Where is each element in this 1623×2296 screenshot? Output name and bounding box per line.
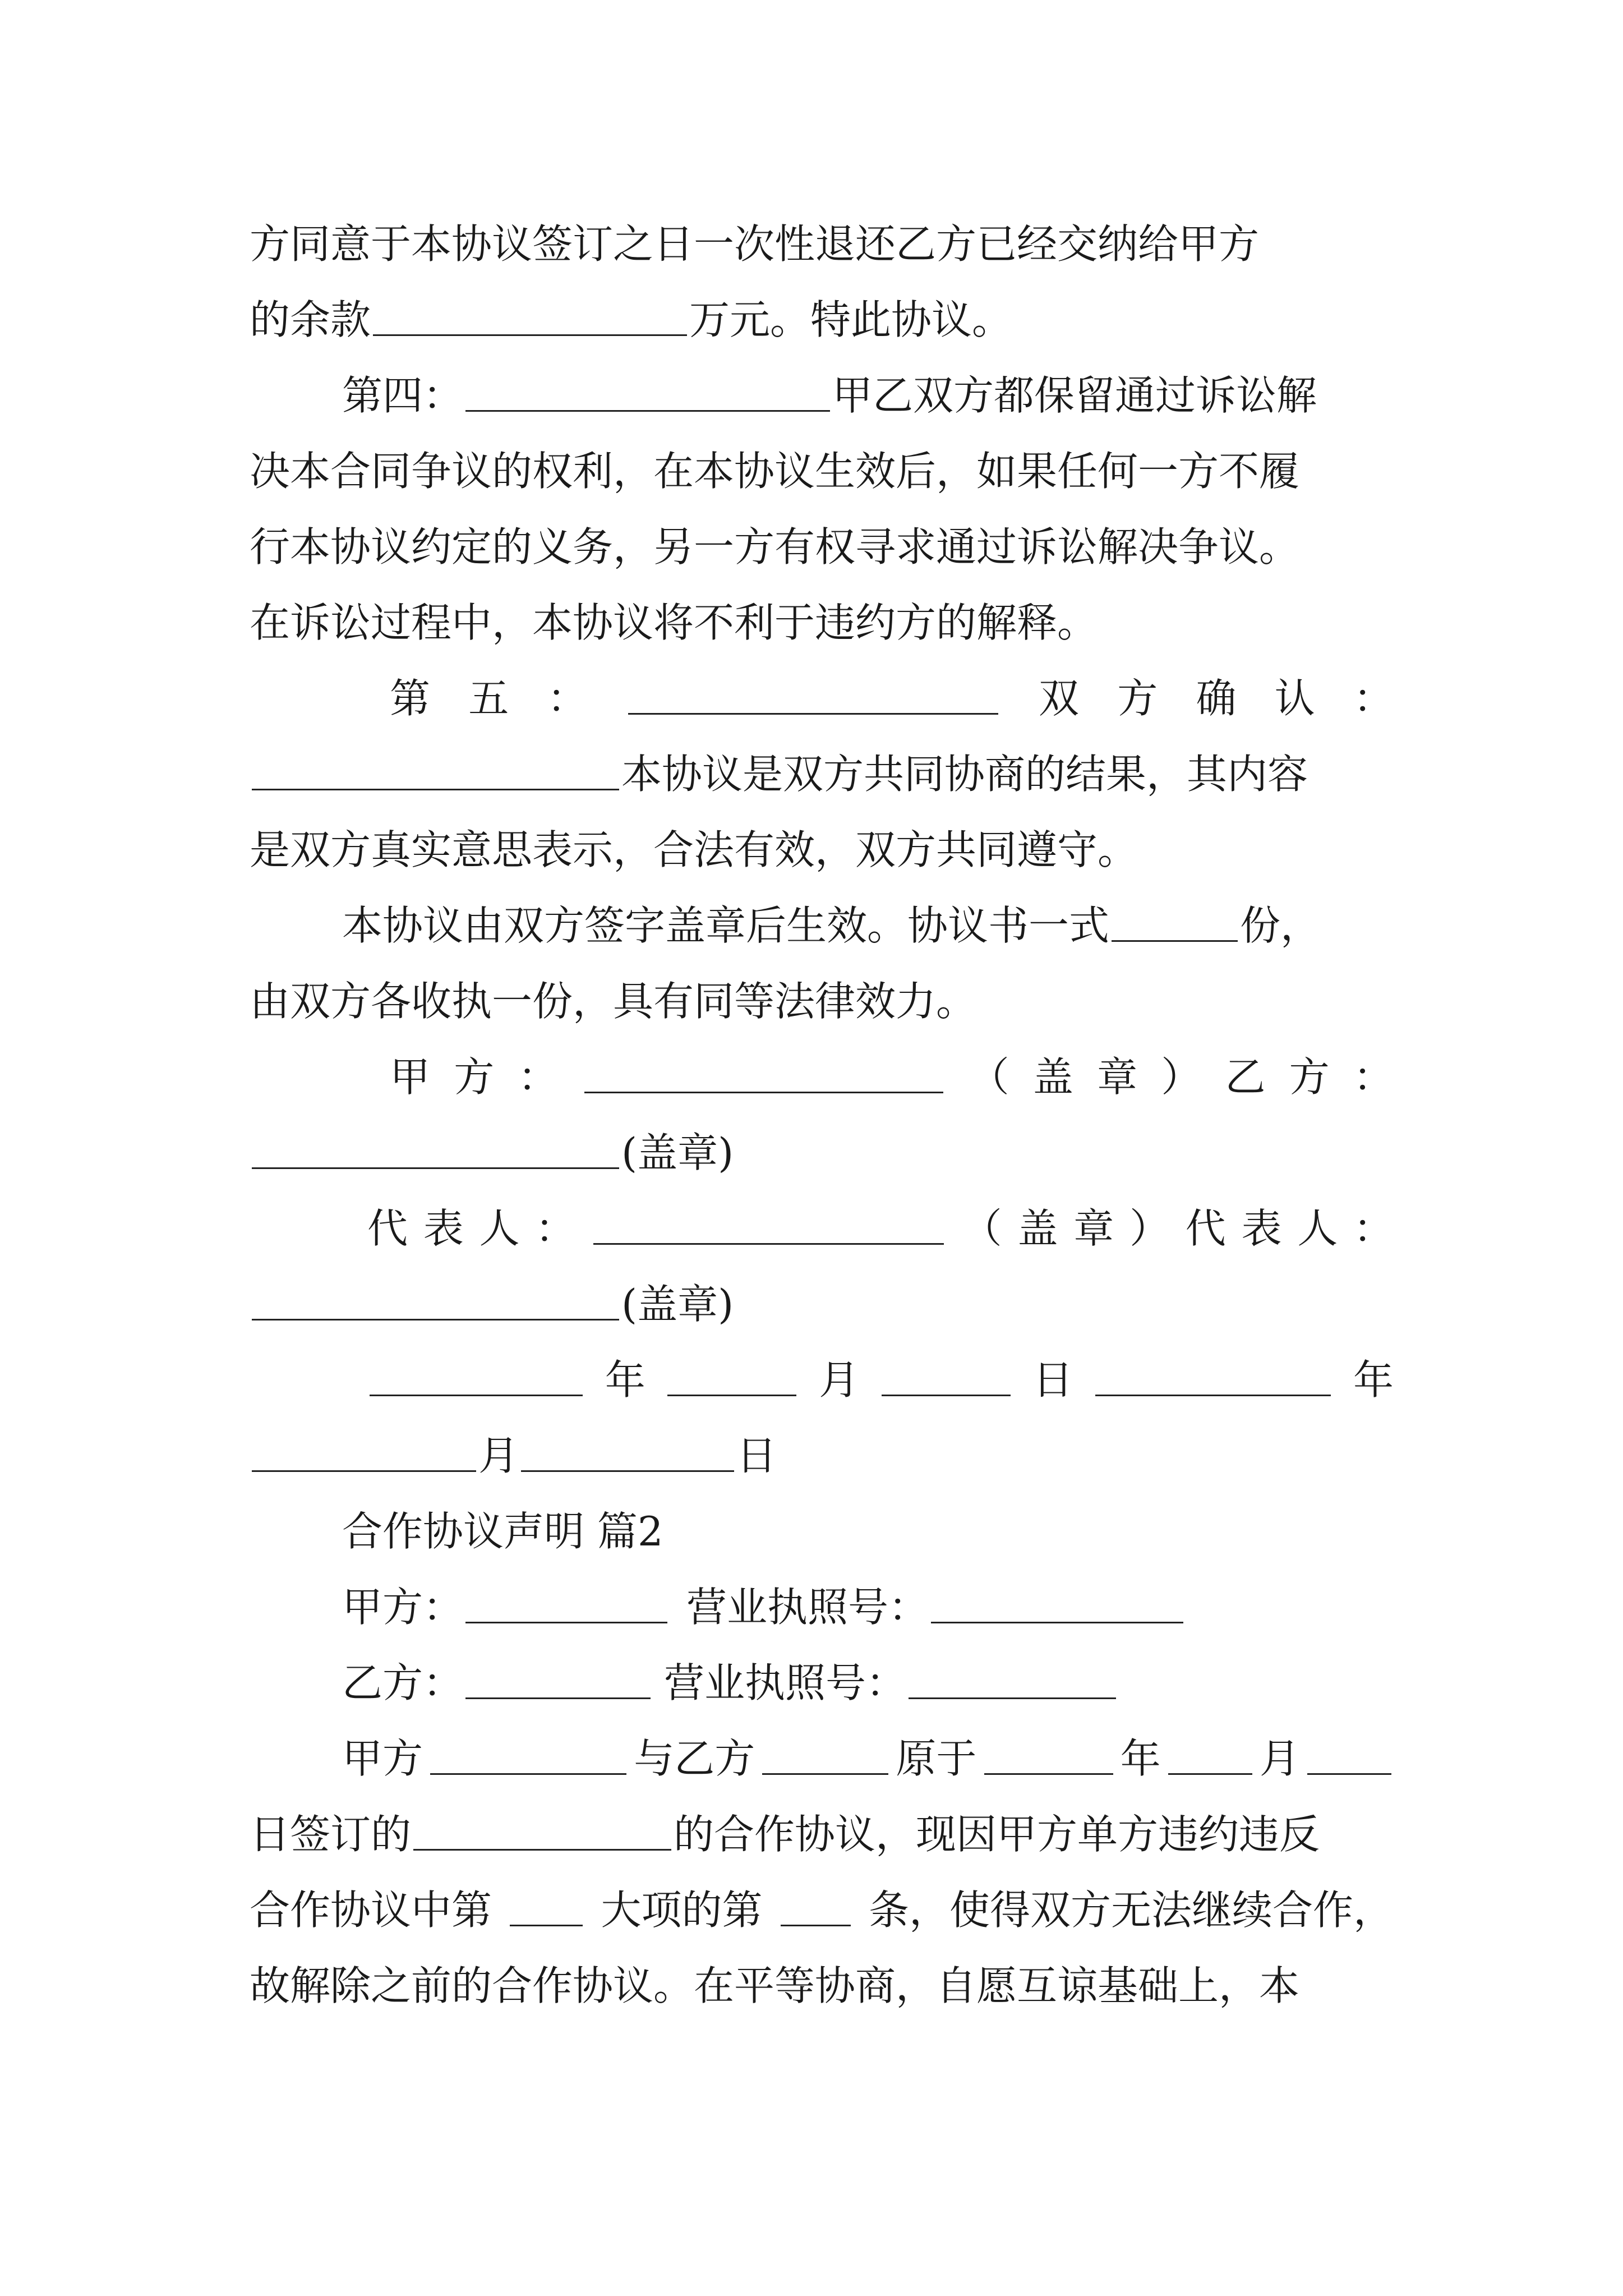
clause-4-line-3: 行本协议约定的义务，另一方有权寻求通过诉讼解决争议。 [250, 523, 1300, 570]
item-number-blank[interactable] [510, 1888, 583, 1926]
clause-number-blank[interactable] [781, 1888, 851, 1926]
day-a-blank[interactable] [882, 1358, 1011, 1396]
clause-5-line-2: 本协议是双方共同协商的结果，其内容 [250, 743, 1394, 805]
rep-sign-line: 代 表 人 ： （ 盖 章 ） 代 表 人 ： [367, 1205, 1394, 1252]
party-b-name-blank[interactable] [465, 1661, 651, 1699]
statement-line-3: 合作协议中第 大项的第 条，使得双方无法继续合作， [250, 1887, 1394, 1934]
month-b-blank[interactable] [252, 1434, 476, 1472]
clause-4-line-2: 决本合同争议的权利，在本协议生效后，如果任何一方不履 [250, 448, 1300, 495]
party-a-sign-blank[interactable] [584, 1055, 943, 1093]
month-a-blank[interactable] [667, 1358, 796, 1396]
clause-5-line-3: 是双方真实意思表示，合法有效，双方共同遵守。 [250, 826, 1138, 873]
section-heading: 合作协议声明 篇2 [342, 1508, 663, 1555]
day-b-blank[interactable] [521, 1434, 734, 1472]
year-a-blank[interactable] [370, 1358, 583, 1396]
year-b-blank[interactable] [1095, 1358, 1331, 1396]
party-sign-line: 甲 方 ： （ 盖 章 ） 乙 方 ： [390, 1053, 1394, 1101]
party-a-name-blank[interactable] [465, 1585, 667, 1623]
copies-blank[interactable] [1112, 904, 1238, 942]
rep-b-sign-blank[interactable] [252, 1282, 619, 1320]
date-line-1: 年 月 日 年 [367, 1349, 1394, 1411]
body-line-2: 的余款 万元。特此协议。 [250, 296, 1013, 343]
orig-month-blank[interactable] [1168, 1737, 1252, 1775]
party-b-sign-blank[interactable] [252, 1131, 619, 1169]
clause-4-line-4: 在诉讼过程中，本协议将不利于违约方的解释。 [250, 599, 1098, 646]
confirm-blank[interactable] [252, 752, 619, 790]
copies-line-1: 本协议由双方签字盖章后生效。协议书一式 份， [342, 902, 1321, 949]
copies-line-2: 由双方各收执一份，具有同等法律效力。 [250, 978, 977, 1025]
orig-year-blank[interactable] [984, 1737, 1113, 1775]
party-b-blank-2[interactable] [762, 1737, 888, 1775]
clause-5-line-1: 第 五 ： 双 方 确 认 ： [390, 675, 1394, 722]
party-a-blank-2[interactable] [430, 1737, 626, 1775]
statement-line-4: 故解除之前的合作协议。在平等协商，自愿互谅基础上，本 [250, 1962, 1300, 2009]
party-a-license-blank[interactable] [931, 1585, 1183, 1623]
clause-4-line-1: 第四： 甲乙双方都保留通过诉讼解 [342, 372, 1317, 419]
statement-line-1: 甲方 与乙方 原于 年 月 [342, 1728, 1394, 1789]
party-a-info-line: 甲方： 营业执照号： [342, 1576, 1394, 1638]
party-b-info-line: 乙方： 营业执照号： [342, 1652, 1394, 1714]
party-b-seal-line: (盖章) [250, 1122, 1394, 1184]
rep-b-seal-line: (盖章) [250, 1273, 1394, 1335]
clause-4-blank[interactable] [465, 374, 830, 412]
body-line-1: 方同意于本协议签订之日一次性退还乙方已经交纳给甲方 [250, 220, 1260, 268]
agreement-name-blank[interactable] [413, 1812, 671, 1851]
rep-a-sign-blank[interactable] [593, 1207, 944, 1245]
statement-line-2: 日签订的 的合作协议，现因甲方单方违约违反 [250, 1811, 1320, 1858]
amount-blank[interactable] [373, 298, 687, 336]
date-line-2: 月 日 [250, 1425, 1394, 1487]
orig-day-blank[interactable] [1307, 1737, 1391, 1775]
clause-5-blank[interactable] [628, 677, 998, 715]
party-b-license-blank[interactable] [909, 1661, 1116, 1699]
